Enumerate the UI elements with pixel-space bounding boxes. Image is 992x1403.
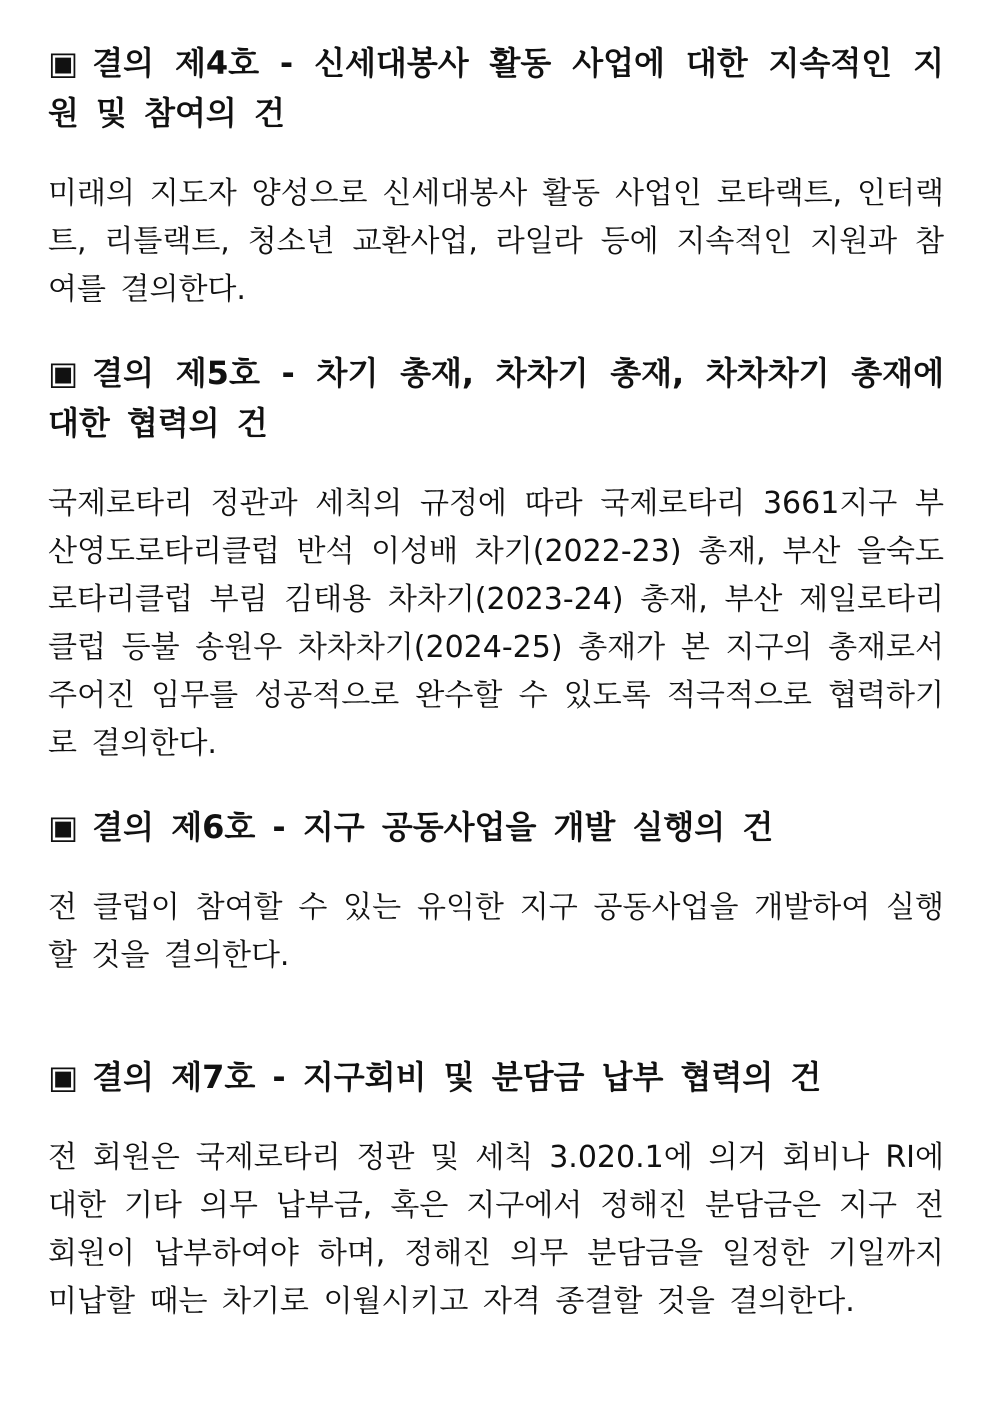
resolution-5 — [48, 348, 944, 768]
resolution-title: 결의 제7호 - 지구회비 및 분담금 납부 협력의 건 — [92, 1058, 822, 1096]
resolution-heading — [48, 38, 944, 138]
resolution-body: 전 클럽이 참여할 수 있는 유익한 지구 공동사업을 개발하여 실행할 것을 결의한다. — [48, 890, 944, 973]
resolution-heading — [48, 348, 944, 448]
resolution-7 — [48, 1052, 944, 1326]
resolution-body: 국제로타리 정관과 세칙의 규정에 따라 국제로타리 3661지구 부산영도로타리클럽 반석 이성배 차기(2022-23) 총재, 부산 을숙도로타리클럽 부림 김태용 차차기(2023-24) 총재, 부산 제일로타리클럽 등불 송원우 차차차기(2024-25) 총재가 본 지구의 총재로서 주어진 임무를 성공적으로 완수할 수 있도록 적극적으로 협력하기로 결의한다. — [48, 486, 944, 761]
resolution-title: 결의 제4호 - 신세대봉사 활동 사업에 대한 지속적인 지원 및 참여의 건 — [48, 44, 944, 132]
resolution-heading — [48, 802, 944, 852]
square-bullet-icon: ▣ — [48, 1058, 79, 1096]
resolution-4 — [48, 38, 944, 314]
resolution-body: 미래의 지도자 양성으로 신세대봉사 활동 사업인 로타랙트, 인터랙트, 리틀랙트, 청소년 교환사업, 라일라 등에 지속적인 지원과 참여를 결의한다. — [48, 176, 944, 307]
resolution-heading — [48, 1052, 944, 1102]
square-bullet-icon: ▣ — [48, 354, 79, 392]
resolution-document — [48, 38, 944, 1326]
resolution-title: 결의 제5호 - 차기 총재, 차차기 총재, 차차차기 총재에 대한 협력의 건 — [48, 354, 944, 442]
square-bullet-icon: ▣ — [48, 44, 79, 82]
resolution-title: 결의 제6호 - 지구 공동사업을 개발 실행의 건 — [92, 808, 774, 846]
resolution-body: 전 회원은 국제로타리 정관 및 세칙 3.020.1에 의거 회비나 RI에 대한 기타 의무 납부금, 혹은 지구에서 정해진 분담금은 지구 전 회원이 납부하여야 하며, 정해진 의무 분담금을 일정한 기일까지 미납할 때는 차기로 이월시키고 자격 종결할 것을 결의한다. — [48, 1140, 944, 1319]
square-bullet-icon: ▣ — [48, 808, 79, 846]
resolution-6 — [48, 802, 944, 980]
